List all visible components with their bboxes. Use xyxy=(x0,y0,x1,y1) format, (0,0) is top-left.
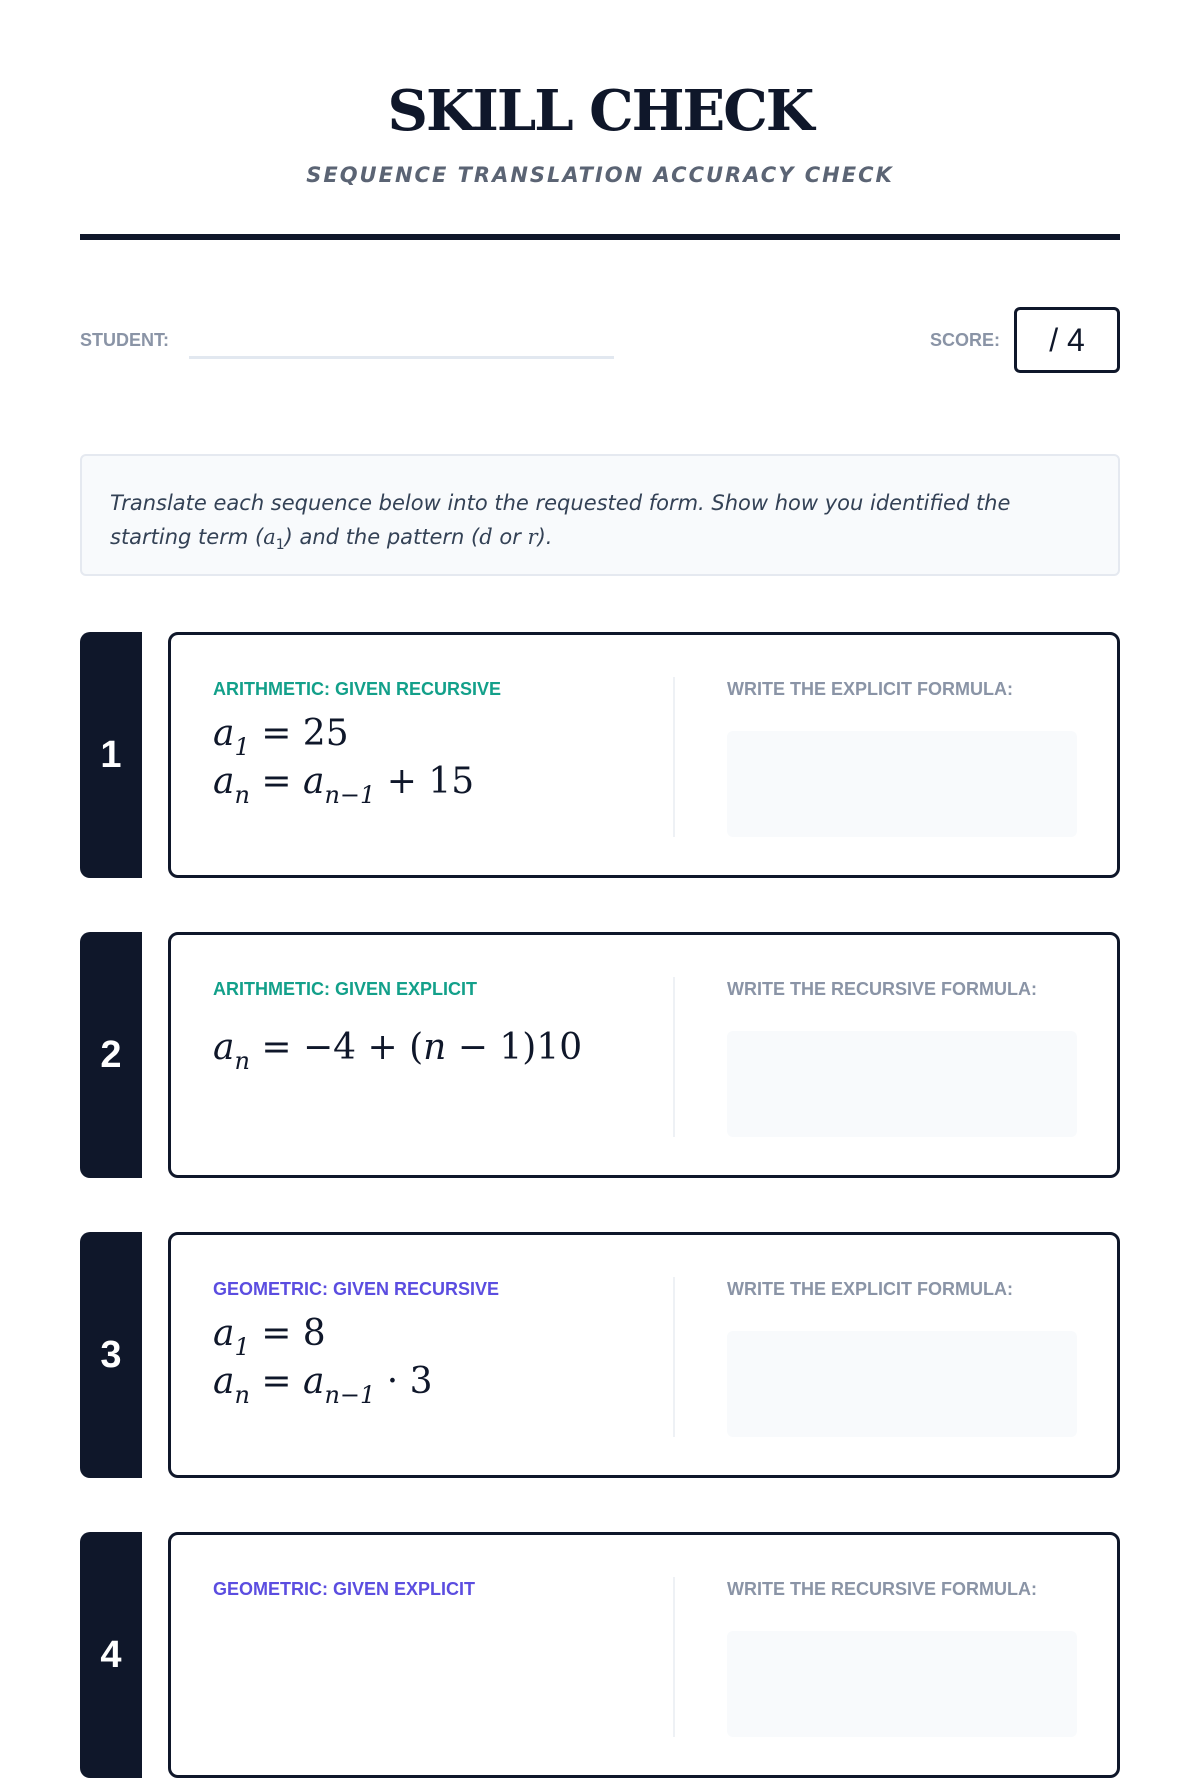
problem-type-tag: GEOMETRIC: GIVEN RECURSIVE xyxy=(213,1279,500,1299)
card-divider xyxy=(673,977,675,1137)
term-subscript: n−1 xyxy=(324,781,376,809)
explicit-formula xyxy=(213,1027,582,1075)
instructions-text-3: ). xyxy=(537,525,553,549)
problem-number: 1 xyxy=(80,632,142,878)
problem-card xyxy=(168,1532,1120,1778)
problem-4 xyxy=(80,1532,1120,1778)
instructions-r: r xyxy=(527,525,538,549)
card-divider xyxy=(673,1277,675,1437)
problem-1 xyxy=(80,632,1120,878)
recursive-rule xyxy=(213,1361,433,1409)
score-box[interactable]: / 4 xyxy=(1014,307,1120,373)
recursive-rule xyxy=(213,761,474,809)
problem-number: 2 xyxy=(80,932,142,1178)
instructions-or: or xyxy=(492,525,528,549)
formula-rest: · 3 xyxy=(375,1361,433,1402)
card-divider xyxy=(673,1577,675,1737)
formula-rest: = 25 xyxy=(249,713,349,754)
formula-rest: − 1)10 xyxy=(446,1027,583,1068)
header-divider xyxy=(80,234,1120,240)
term-symbol: a xyxy=(213,1313,235,1354)
term-symbol: a xyxy=(303,1361,325,1402)
student-name-field[interactable] xyxy=(189,356,614,359)
term-symbol: a xyxy=(213,761,235,802)
term-subscript: 1 xyxy=(234,1333,250,1361)
instructions-d: d xyxy=(479,525,493,549)
worksheet-page xyxy=(80,0,1120,1676)
instructions-sub: 1 xyxy=(275,537,285,554)
problem-number: 3 xyxy=(80,1232,142,1478)
student-label: STUDENT: xyxy=(80,330,169,350)
term-symbol: a xyxy=(303,761,325,802)
problem-type-tag: ARITHMETIC: GIVEN EXPLICIT xyxy=(213,979,478,999)
instructions-text-1: Translate each sequence below into the requested form. Show how you identified the starting term ( xyxy=(110,491,1011,549)
answer-field[interactable] xyxy=(727,731,1077,837)
problem-2 xyxy=(80,932,1120,1178)
formula-equals: = xyxy=(249,761,303,802)
answer-field[interactable] xyxy=(727,1331,1077,1437)
problem-type-tag: GEOMETRIC: GIVEN EXPLICIT xyxy=(213,1579,476,1599)
problem-type-tag: ARITHMETIC: GIVEN RECURSIVE xyxy=(213,679,502,699)
formula-equals: = −4 + ( xyxy=(249,1027,424,1068)
term-symbol: a xyxy=(213,1027,235,1068)
term-subscript: n xyxy=(234,781,250,809)
term-subscript: n xyxy=(234,1047,250,1075)
answer-field[interactable] xyxy=(727,1631,1077,1737)
problem-card xyxy=(168,1232,1120,1478)
instructions-text-2: ) and the pattern ( xyxy=(284,525,480,549)
answer-field[interactable] xyxy=(727,1031,1077,1137)
instructions-box xyxy=(80,454,1120,576)
page-title: SKILL CHECK xyxy=(387,78,813,144)
term-subscript: 1 xyxy=(234,733,250,761)
index-symbol: n xyxy=(423,1027,447,1068)
problem-number: 4 xyxy=(80,1532,142,1778)
answer-prompt: WRITE THE EXPLICIT FORMULA: xyxy=(727,679,1013,699)
formula-equals: = xyxy=(249,1361,303,1402)
page-subtitle: SEQUENCE TRANSLATION ACCURACY CHECK xyxy=(306,163,894,187)
card-divider xyxy=(673,677,675,837)
recursive-first-term xyxy=(213,713,349,761)
term-subscript: n xyxy=(234,1381,250,1409)
formula-rest: + 15 xyxy=(375,761,475,802)
score-label: SCORE: xyxy=(930,330,1001,350)
formula-rest: = 8 xyxy=(249,1313,326,1354)
term-symbol: a xyxy=(213,713,235,754)
answer-prompt: WRITE THE RECURSIVE FORMULA: xyxy=(727,1579,1037,1599)
answer-prompt: WRITE THE RECURSIVE FORMULA: xyxy=(727,979,1037,999)
problem-card xyxy=(168,932,1120,1178)
term-symbol: a xyxy=(213,1361,235,1402)
term-subscript: n−1 xyxy=(324,1381,376,1409)
problem-3 xyxy=(80,1232,1120,1478)
answer-prompt: WRITE THE EXPLICIT FORMULA: xyxy=(727,1279,1013,1299)
recursive-first-term xyxy=(213,1313,326,1361)
problem-card xyxy=(168,632,1120,878)
instructions-a: a xyxy=(263,525,276,549)
